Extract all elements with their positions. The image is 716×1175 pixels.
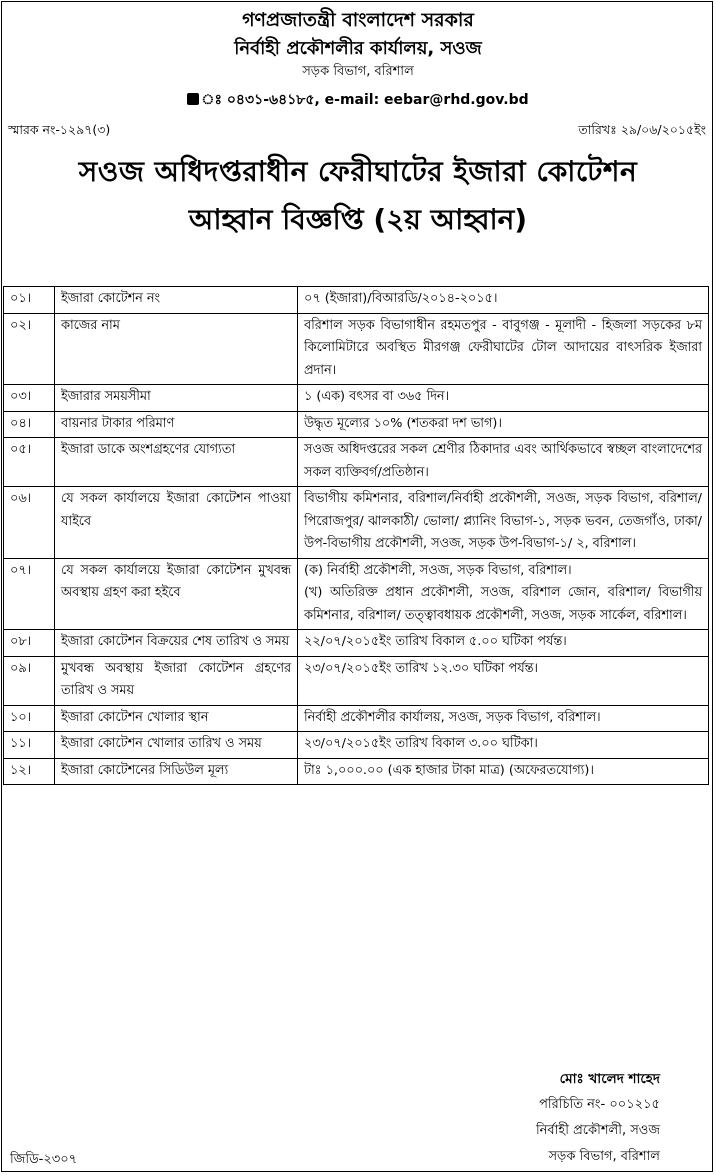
row-number: ১২। xyxy=(4,758,55,785)
table-row xyxy=(4,656,709,705)
row-number: ০৪। xyxy=(4,411,55,438)
notice-details-table xyxy=(3,286,709,785)
table-row xyxy=(4,411,709,438)
row-label: বায়নার টাকার পরিমাণ xyxy=(55,411,298,438)
row-value xyxy=(298,385,709,412)
division-name: সড়ক বিভাগ, বরিশাল xyxy=(302,64,414,79)
row-label: মুখবন্ধ অবস্থায় ইজারা কোটেশন গ্রহণের তারিখ ও সময় xyxy=(55,656,298,705)
row-value-line: বরিশাল সড়ক বিভাগাধীন রহমতপুর - বাবুগঞ্জ - মূলাদী - হিজলা সড়কের ৮ম কিলোমিটারে অবস্থিত মীরগঞ্জ ফেরীঘাটের টোল আদায়ের বাৎসরিক ইজারা প্রদান। xyxy=(304,317,702,378)
row-label: ইজারা কোটেশন বিক্রয়ের শেষ তারিখ ও সময় xyxy=(55,630,298,657)
row-value xyxy=(298,758,709,785)
row-value xyxy=(298,705,709,732)
row-number: ০৫। xyxy=(4,438,55,487)
table-row xyxy=(4,487,709,559)
row-value-line: ১ (এক) বৎসর বা ৩৬৫ দিন। xyxy=(304,389,450,404)
row-value-line: (খ) অতিরিক্ত প্রধান প্রকৌশলী, সওজ, বরিশাল জোন, বরিশাল/ বিভাগীয় কমিশনার, বরিশাল/ তত্ত্বাবধায়ক প্রকৌশলী, সওজ, সড়ক সার্কেল, বরিশাল। xyxy=(304,585,702,623)
table-row xyxy=(4,313,709,385)
row-label: যে সকল কার্যালয়ে ইজারা কোটেশন পাওয়া যাইবে xyxy=(55,487,298,559)
row-value-line: ২২/০৭/২০১৫ইং তারিখ বিকাল ৫.০০ ঘটিকা পর্যন্ত। xyxy=(304,634,567,649)
row-value xyxy=(298,438,709,487)
phone-icon xyxy=(187,93,199,105)
signatory-department: সড়ক বিভাগ, বরিশাল xyxy=(548,1149,660,1164)
table-row xyxy=(4,630,709,657)
row-value-line: সওজ অধিদপ্তরের সকল শ্রেণীর ঠিকাদার এবং আর্থিকভাবে স্বচ্ছল বাংলাদেশের সকল ব্যক্তিবর্গ/প্রতিষ্ঠান। xyxy=(304,442,702,480)
row-value-line: ২৩/০৭/২০১৫ইং তারিখ বিকাল ৩.০০ ঘটিকা। xyxy=(304,736,538,751)
row-number: ০২। xyxy=(4,313,55,385)
government-name: গণপ্রজাতন্ত্রী বাংলাদেশ সরকার xyxy=(242,9,474,31)
row-label: যে সকল কার্যালয়ে ইজারা কোটেশন মুখবন্ধ অবস্থায় গ্রহণ করা হইবে xyxy=(55,558,298,630)
notice-date: তারিখঃ ২৯/০৬/২০১৫ইং xyxy=(578,122,706,137)
row-label: ইজারা কোটেশন নং xyxy=(55,287,298,314)
row-value-line: উদ্ধৃত মূল্যের ১০% (শতকরা দশ ভাগ)। xyxy=(304,415,502,431)
row-number: ০৭। xyxy=(4,558,55,630)
row-label: কাজের নাম xyxy=(55,313,298,385)
signatory-name: মোঃ খালেদ শাহেদ xyxy=(559,1071,660,1087)
row-value-line: টাঃ ১,০০০.০০ (এক হাজার টাকা মাত্র) (অফেরতযোগ্য)। xyxy=(304,762,594,778)
row-number: ০১। xyxy=(4,287,55,314)
row-label: ইজারা ডাকে অংশগ্রহণের যোগ্যতা xyxy=(55,438,298,487)
row-value xyxy=(298,558,709,630)
table-row xyxy=(4,438,709,487)
row-value-line: ০৭ (ইজারা)/বিআরডি/২০১৪-২০১৫। xyxy=(304,291,498,306)
row-number: ০৩। xyxy=(4,385,55,412)
row-value xyxy=(298,487,709,559)
table-row xyxy=(4,558,709,630)
row-number: ১০। xyxy=(4,705,55,732)
table-row xyxy=(4,287,709,314)
row-value xyxy=(298,287,709,314)
signatory-title: নির্বাহী প্রকৌশলী, সওজ xyxy=(535,1123,660,1138)
row-value xyxy=(298,630,709,657)
row-label: ইজারা কোটেশন খোলার স্থান xyxy=(55,705,298,732)
row-value xyxy=(298,656,709,705)
row-value-line: নির্বাহী প্রকৌশলীর কার্যালয়, সওজ, সড়ক বিভাগ, বরিশাল। xyxy=(304,709,601,725)
row-value-line: বিভাগীয় কমিশনার, বরিশাল/নির্বাহী প্রকৌশলী, সওজ, সড়ক বিভাগ, বরিশাল/ পিরোজপুর/ ঝালকাঠী/ ভোলা/ প্ল্যানিং বিভাগ-১, সড়ক ভবন, তেজগাঁও, ঢাকা/ উপ-বিভাগীয় প্রকৌশলী, সওজ, সড়ক উপ-বিভাগ-১/ ২, বরিশাল। xyxy=(304,491,702,551)
row-label: ইজারার সময়সীমা xyxy=(55,385,298,412)
row-label: ইজারা কোটেশনের সিডিউল মূল্য xyxy=(55,758,298,785)
row-number: ১১। xyxy=(4,732,55,759)
notice-title-line2: আহ্বান বিজ্ঞপ্তি (২য় আহ্বান) xyxy=(188,203,528,236)
table-row xyxy=(4,758,709,785)
gd-number: জিডি-২৩০৭ xyxy=(10,1152,78,1167)
notice-title-line1: সওজ অধিদপ্তরাধীন ফেরীঘাটের ইজারা কোটেশন xyxy=(78,155,638,188)
table-row xyxy=(4,732,709,759)
memo-number: স্মারক নং-১২৯৭(৩) xyxy=(8,122,111,137)
row-value xyxy=(298,732,709,759)
contact-text: ঃ ০৪৩১-৬৪১৮৫, e-mail: eebar@rhd.gov.bd xyxy=(201,92,529,108)
signatory-id: পরিচিতি নং- ০০১২১৫ xyxy=(539,1097,660,1112)
row-value xyxy=(298,411,709,438)
office-name: নির্বাহী প্রকৌশলীর কার্যালয়, সওজ xyxy=(234,38,482,59)
row-number: ০৬। xyxy=(4,487,55,559)
table-row xyxy=(4,385,709,412)
table-row xyxy=(4,705,709,732)
row-label: ইজারা কোটেশন খোলার তারিখ ও সময় xyxy=(55,732,298,759)
row-value-line: (ক) নির্বাহী প্রকৌশলী, সওজ, সড়ক বিভাগ, বরিশাল। xyxy=(304,562,572,578)
row-number: ০৯। xyxy=(4,656,55,705)
contact-line xyxy=(0,88,716,112)
row-value xyxy=(298,313,709,385)
row-value-line: ২৩/০৭/২০১৫ইং তারিখ ১২.৩০ ঘটিকা পর্যন্ত। xyxy=(304,660,538,676)
row-number: ০৮। xyxy=(4,630,55,657)
